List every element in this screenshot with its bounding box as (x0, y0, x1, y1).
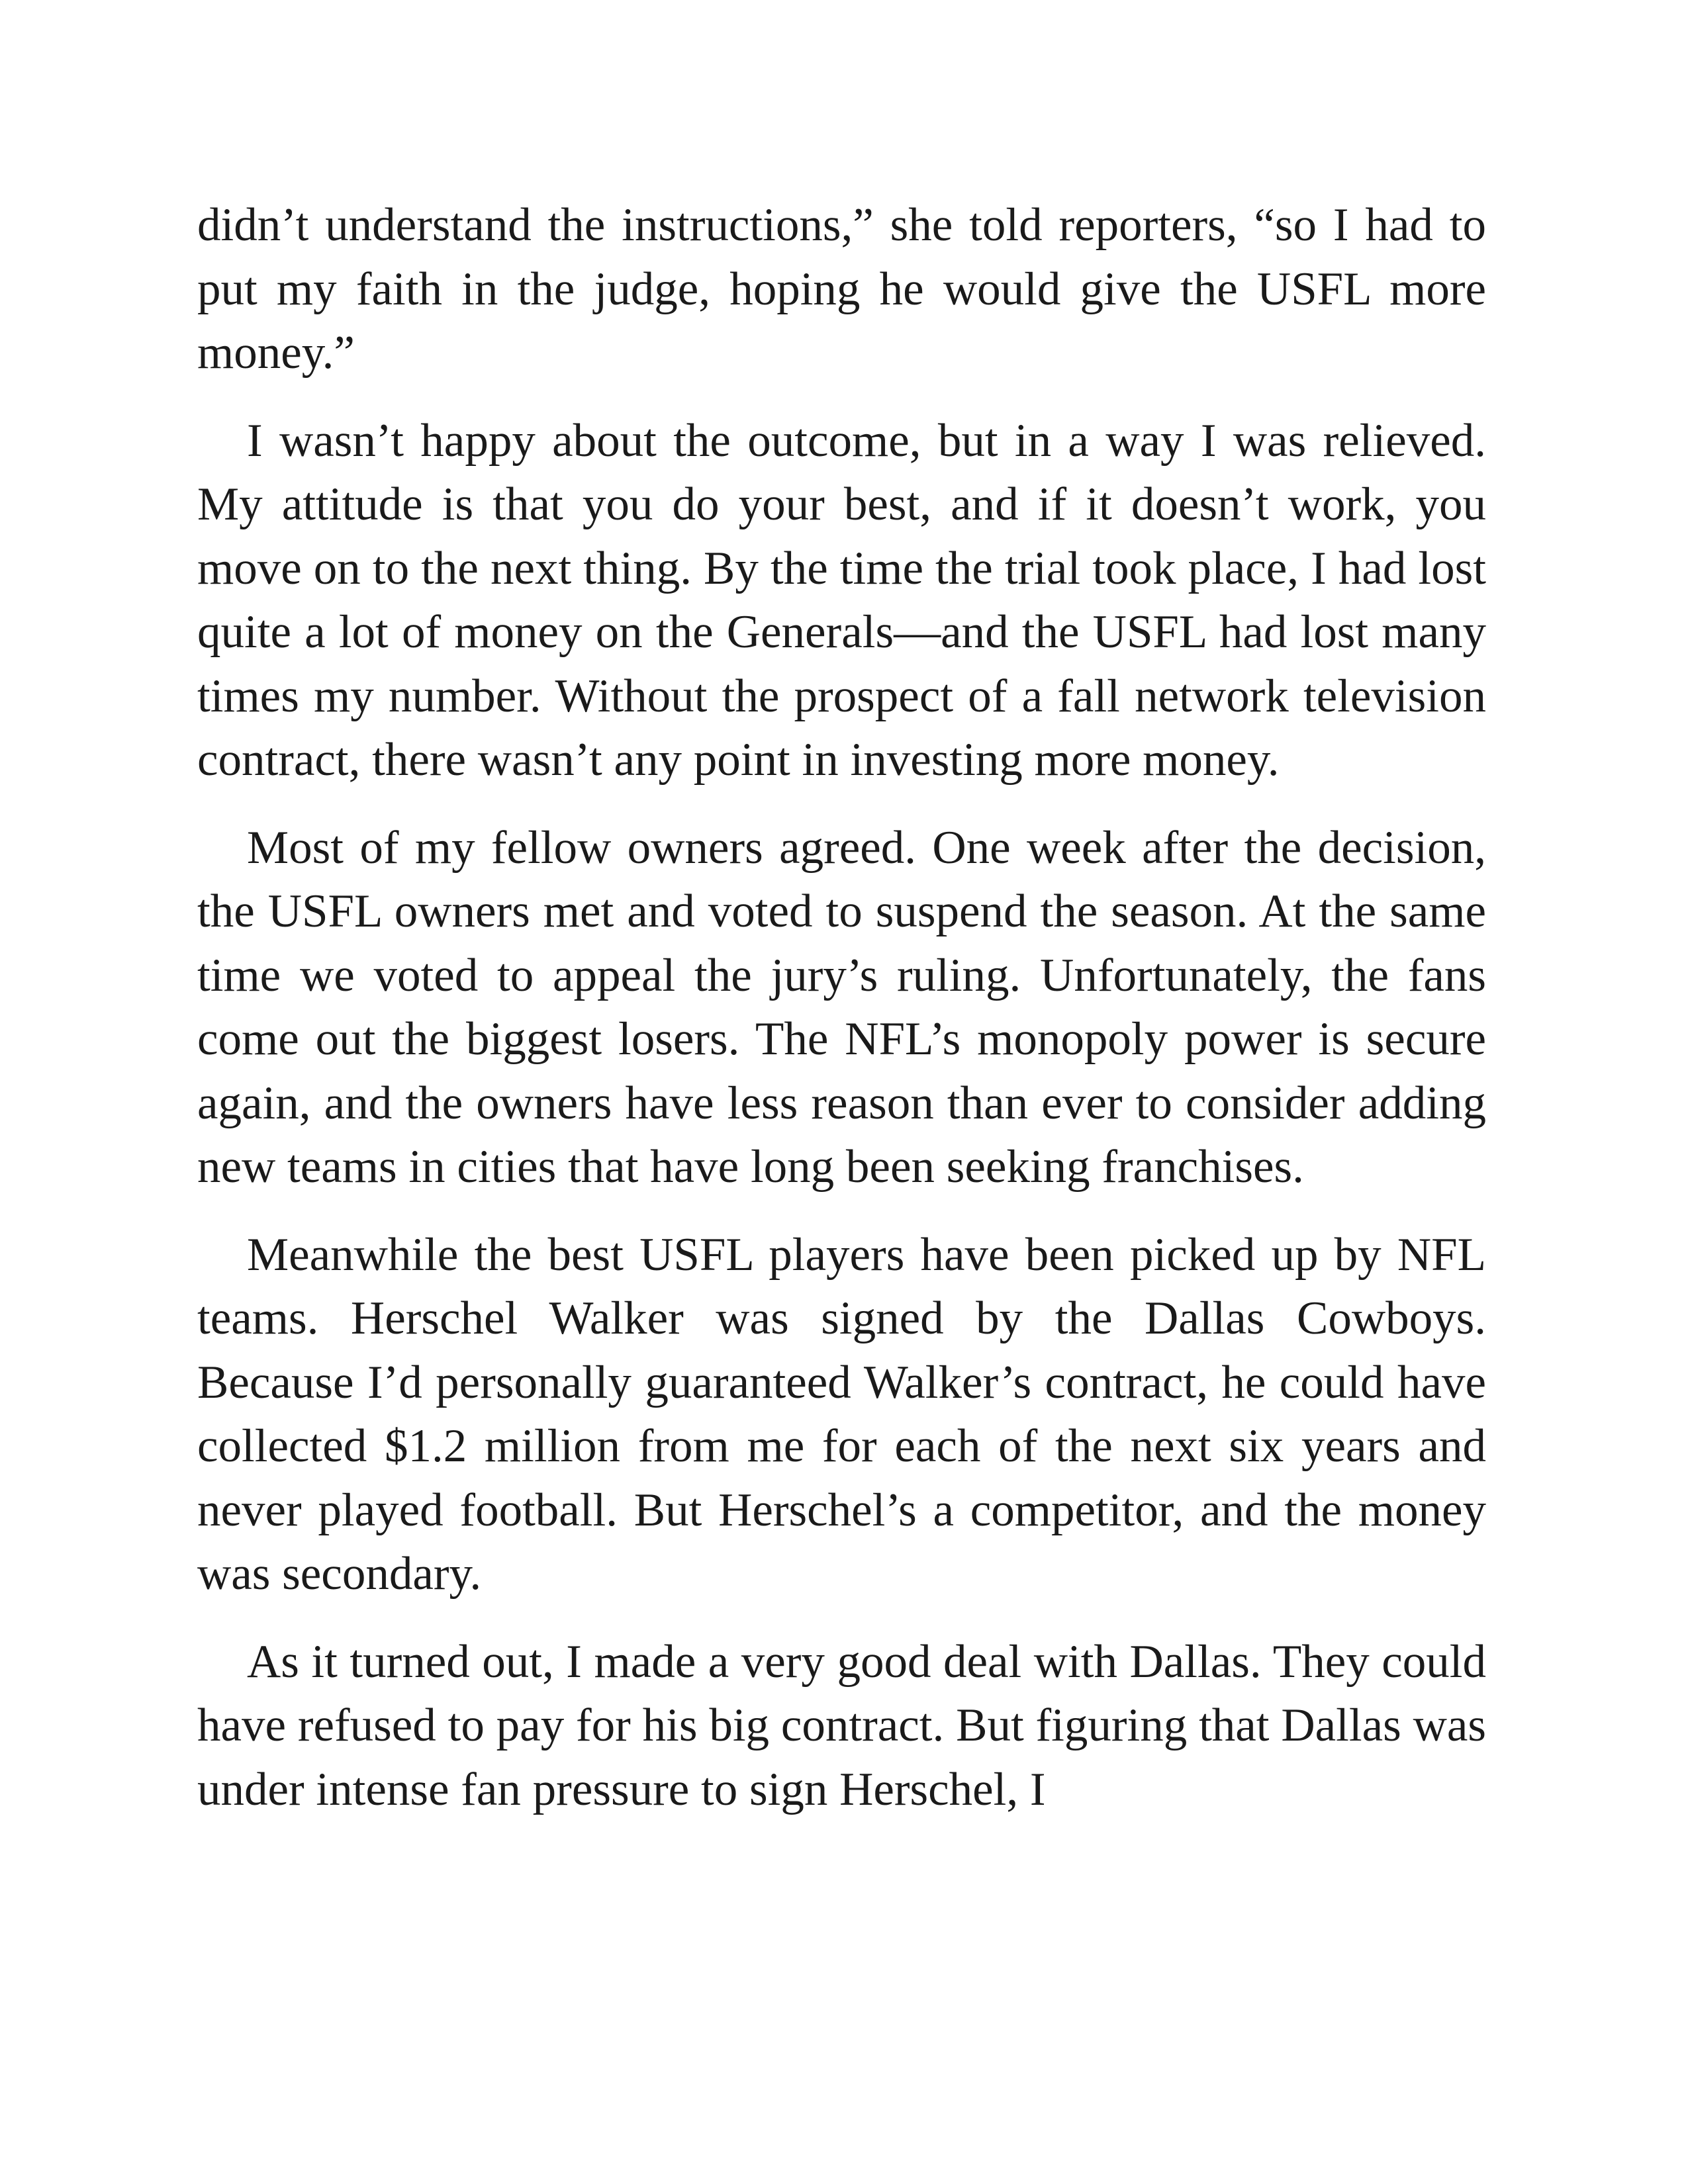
paragraph: I wasn’t happy about the outcome, but in a way I was relieved. My attitude is that you do your best, and if it doesn’t work, you move on to the next thing. By the time the trial took place, I had lost quite a lot of money on the Generals—and the USFL had lost many times my number. Without the prospect of a fall network television contract, there wasn’t any point in investing more money. (197, 414, 1486, 786)
paragraph: As it turned out, I made a very good deal with Dallas. They could have refused to pay for his big contract. But figuring that Dallas was under intense fan pressure to sign Herschel, I (197, 1635, 1486, 1815)
paragraph: Meanwhile the best USFL players have been picked up by NFL teams. Herschel Walker was signed by the Dallas Cowboys. Because I’d personally guaranteed Walker’s contract, he could have collected $1.2 million from me for each of the next six years and never played football. But Herschel’s a competitor, and the money was secondary. (197, 1228, 1486, 1600)
paragraph: Most of my fellow owners agreed. One week after the decision, the USFL owners met and voted to suspend the season. At the same time we voted to appeal the jury’s ruling. Unfortunately, the fans come out the biggest losers. The NFL’s monopoly power is secure again, and the owners have less reason than ever to consider adding new teams in cities that have long been seeking franchises. (197, 821, 1486, 1193)
paragraph-continued: didn’t understand the instructions,” she told reporters, “so I had to put my faith in the judge, hoping he would give the USFL more money.” (197, 199, 1486, 379)
page-body (197, 193, 1486, 1845)
